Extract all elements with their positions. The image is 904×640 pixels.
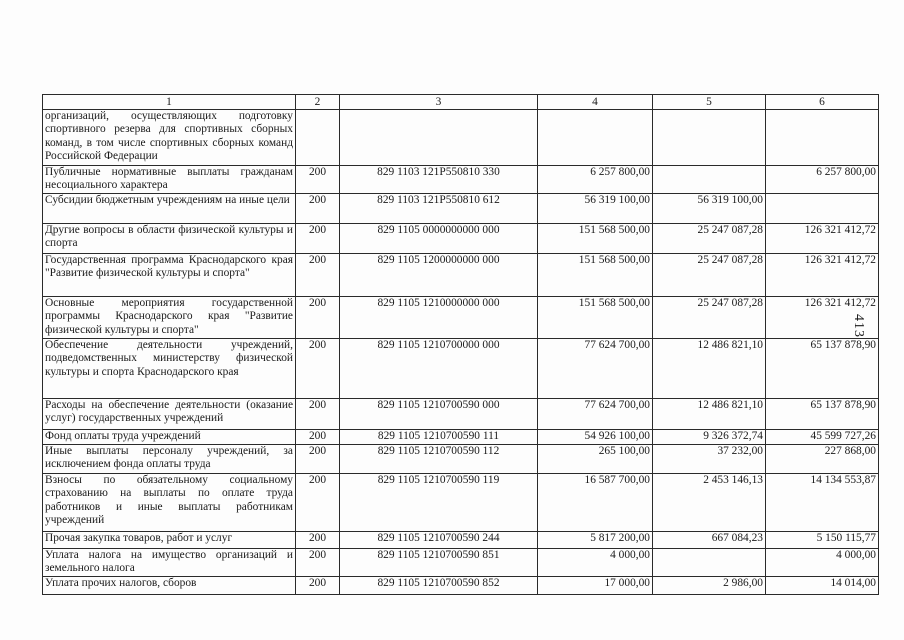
row-plan-amount: 77 624 700,00	[538, 399, 653, 430]
table-row	[43, 549, 879, 577]
row-remaining-amount: 126 321 412,72	[766, 297, 879, 339]
row-plan-amount: 151 568 500,00	[538, 254, 653, 297]
row-name: Уплата налога на имущество организаций и земельного налога	[43, 549, 296, 577]
row-remaining-amount: 5 150 115,77	[766, 532, 879, 549]
row-executed-amount	[653, 549, 766, 577]
row-plan-amount: 77 624 700,00	[538, 339, 653, 399]
row-code-2: 200	[296, 474, 340, 532]
row-plan-amount: 5 817 200,00	[538, 532, 653, 549]
row-remaining-amount: 65 137 878,90	[766, 339, 879, 399]
row-name: Иные выплаты персоналу учреждений, за исключением фонда оплаты труда	[43, 445, 296, 474]
row-code-2: 200	[296, 297, 340, 339]
column-header: 6	[766, 95, 879, 110]
row-executed-amount	[653, 166, 766, 194]
row-classification-code: 829 1105 0000000000 000	[340, 224, 538, 254]
table-row	[43, 166, 879, 194]
table-row	[43, 445, 879, 474]
column-header: 1	[43, 95, 296, 110]
row-plan-amount: 56 319 100,00	[538, 194, 653, 224]
row-plan-amount: 54 926 100,00	[538, 430, 653, 445]
row-name: Государственная программа Краснодарского края "Развитие физической культуры и спорта"	[43, 254, 296, 297]
row-executed-amount: 25 247 087,28	[653, 224, 766, 254]
column-number-row	[43, 95, 879, 110]
table-row	[43, 532, 879, 549]
row-plan-amount: 4 000,00	[538, 549, 653, 577]
column-header: 2	[296, 95, 340, 110]
row-plan-amount: 6 257 800,00	[538, 166, 653, 194]
row-plan-amount	[538, 110, 653, 166]
row-classification-code: 829 1103 121P550810 612	[340, 194, 538, 224]
row-remaining-amount: 14 134 553,87	[766, 474, 879, 532]
row-code-2: 200	[296, 399, 340, 430]
row-classification-code: 829 1105 1210700590 852	[340, 577, 538, 595]
row-remaining-amount	[766, 110, 879, 166]
row-classification-code: 829 1105 1210000000 000	[340, 297, 538, 339]
page-number: 413	[851, 314, 866, 338]
row-executed-amount: 9 326 372,74	[653, 430, 766, 445]
row-classification-code: 829 1105 1210700590 244	[340, 532, 538, 549]
row-executed-amount: 25 247 087,28	[653, 297, 766, 339]
row-name: Другие вопросы в области физической культуры и спорта	[43, 224, 296, 254]
row-classification-code: 829 1105 1210700590 000	[340, 399, 538, 430]
row-executed-amount	[653, 110, 766, 166]
row-plan-amount: 151 568 500,00	[538, 224, 653, 254]
row-executed-amount: 56 319 100,00	[653, 194, 766, 224]
table-row	[43, 194, 879, 224]
row-plan-amount: 17 000,00	[538, 577, 653, 595]
column-header: 5	[653, 95, 766, 110]
row-executed-amount: 25 247 087,28	[653, 254, 766, 297]
row-classification-code: 829 1105 1210700590 851	[340, 549, 538, 577]
table-row	[43, 297, 879, 339]
row-remaining-amount: 6 257 800,00	[766, 166, 879, 194]
row-name: Основные мероприятия государственной программы Краснодарского края "Развитие физической культуры и спорта"	[43, 297, 296, 339]
row-name: Публичные нормативные выплаты гражданам несоциального характера	[43, 166, 296, 194]
table-row	[43, 339, 879, 399]
table-row	[43, 110, 879, 166]
row-executed-amount: 12 486 821,10	[653, 339, 766, 399]
row-code-2	[296, 110, 340, 166]
row-remaining-amount	[766, 194, 879, 224]
table-row	[43, 577, 879, 595]
table-row	[43, 224, 879, 254]
row-code-2: 200	[296, 445, 340, 474]
row-name: Взносы по обязательному социальному страхованию на выплаты по оплате труда работников и иные выплаты работникам учреждений	[43, 474, 296, 532]
row-code-2: 200	[296, 577, 340, 595]
row-remaining-amount: 45 599 727,26	[766, 430, 879, 445]
row-classification-code: 829 1105 1210700590 112	[340, 445, 538, 474]
row-name: Субсидии бюджетным учреждениям на иные цели	[43, 194, 296, 224]
row-name: Фонд оплаты труда учреждений	[43, 430, 296, 445]
row-code-2: 200	[296, 532, 340, 549]
column-header: 3	[340, 95, 538, 110]
row-code-2: 200	[296, 549, 340, 577]
table-row	[43, 399, 879, 430]
table-row	[43, 474, 879, 532]
row-classification-code: 829 1105 1210700590 111	[340, 430, 538, 445]
column-header: 4	[538, 95, 653, 110]
row-remaining-amount: 4 000,00	[766, 549, 879, 577]
row-classification-code: 829 1105 1200000000 000	[340, 254, 538, 297]
budget-table	[42, 94, 879, 595]
row-classification-code: 829 1103 121P550810 330	[340, 166, 538, 194]
row-remaining-amount: 227 868,00	[766, 445, 879, 474]
row-name: организаций, осуществляющих подготовку спортивного резерва для спортивных сборных команд, в том числе спортивных сборных команд Российской Федерации	[43, 110, 296, 166]
row-remaining-amount: 65 137 878,90	[766, 399, 879, 430]
row-code-2: 200	[296, 194, 340, 224]
row-code-2: 200	[296, 254, 340, 297]
row-executed-amount: 2 453 146,13	[653, 474, 766, 532]
row-plan-amount: 265 100,00	[538, 445, 653, 474]
row-plan-amount: 16 587 700,00	[538, 474, 653, 532]
row-code-2: 200	[296, 224, 340, 254]
row-classification-code: 829 1105 1210700590 119	[340, 474, 538, 532]
row-remaining-amount: 126 321 412,72	[766, 224, 879, 254]
row-name: Прочая закупка товаров, работ и услуг	[43, 532, 296, 549]
row-classification-code	[340, 110, 538, 166]
row-code-2: 200	[296, 166, 340, 194]
row-classification-code: 829 1105 1210700000 000	[340, 339, 538, 399]
row-code-2: 200	[296, 430, 340, 445]
row-name: Обеспечение деятельности учреждений, подведомственных министерству физической культуры и спорта Краснодарского края	[43, 339, 296, 399]
row-remaining-amount: 126 321 412,72	[766, 254, 879, 297]
row-executed-amount: 37 232,00	[653, 445, 766, 474]
row-executed-amount: 12 486 821,10	[653, 399, 766, 430]
row-remaining-amount: 14 014,00	[766, 577, 879, 595]
row-name: Уплата прочих налогов, сборов	[43, 577, 296, 595]
row-executed-amount: 2 986,00	[653, 577, 766, 595]
table-row	[43, 430, 879, 445]
table-row	[43, 254, 879, 297]
row-code-2: 200	[296, 339, 340, 399]
row-name: Расходы на обеспечение деятельности (оказание услуг) государственных учреждений	[43, 399, 296, 430]
row-executed-amount: 667 084,23	[653, 532, 766, 549]
row-plan-amount: 151 568 500,00	[538, 297, 653, 339]
